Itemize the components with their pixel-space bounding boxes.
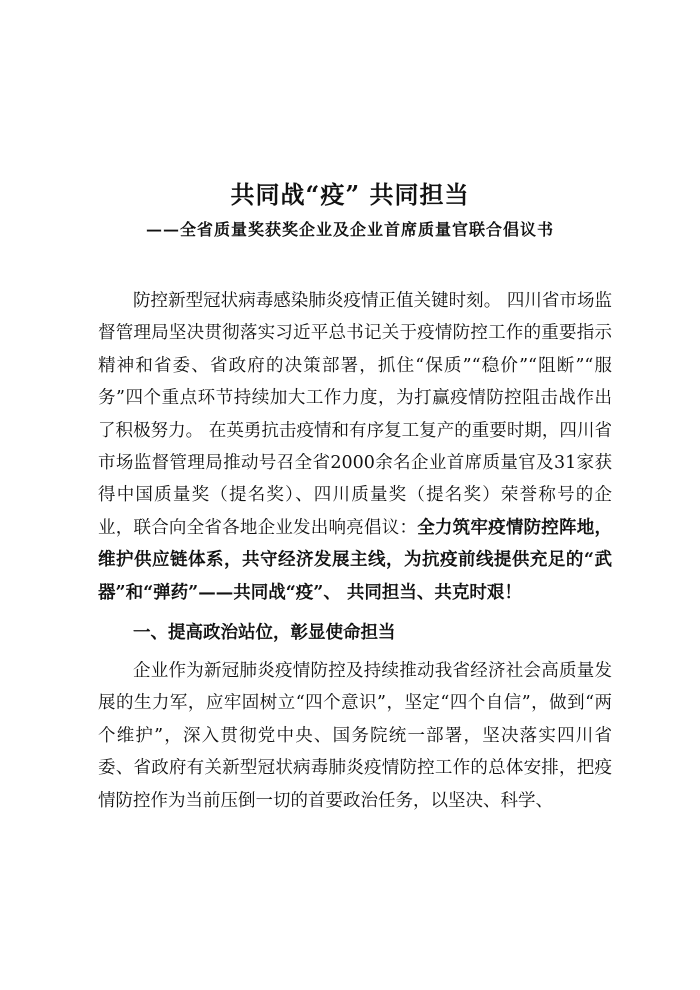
paragraph-intro-emphasis: 全力筑牢疫情防控阵地，维护供应链体系，共守经济发展主线，为抗疫前线提供充足的“武器”和“弹药”——共同战“疫”、 共同担当、共克时艰！ <box>98 517 613 603</box>
paragraph-intro <box>98 285 612 609</box>
paragraph-intro-text: 防控新型冠状病毒感染肺炎疫情正值关键时刻。 四川省市场监督管理局坚决贯彻落实习近平总书记关于疫情防控工作的重要指示精神和省委、省政府的决策部署，抓住“保质”“稳价”“阻断”“服务”四个重点环节持续加大工作力度，为打赢疫情防控阻击战作出了积极努力。 在英勇抗击疫情和有序复工复产的重要时期，四川省市场监督管理局推动号召全省2000余名企业首席质量官及31家获得中国质量奖（提名奖）、四川质量奖（提名奖）荣誉称号的企业，联合向全省各地企业发出响亮倡议： <box>98 291 612 538</box>
document-subtitle: ——全省质量奖获奖企业及企业首席质量官联合倡议书 <box>145 220 554 239</box>
document-title: 共同战“疫” 共同担当 <box>230 180 470 209</box>
document-body <box>98 285 612 817</box>
section-heading-1: 一、提高政治站位，彰显使命担当 <box>133 623 396 644</box>
paragraph-section-1: 企业作为新冠肺炎疫情防控及持续推动我省经济社会高质量发展的生力军，应牢固树立“四个意识”，坚定“四个自信”，做到“两个维护”，深入贯彻党中央、国务院统一部署，坚决落实四川省委、省政府有关新型冠状病毒肺炎疫情防控工作的总体安排，把疫情防控作为当前压倒一切的首要政治任务，以坚决、科学、 <box>98 661 612 811</box>
